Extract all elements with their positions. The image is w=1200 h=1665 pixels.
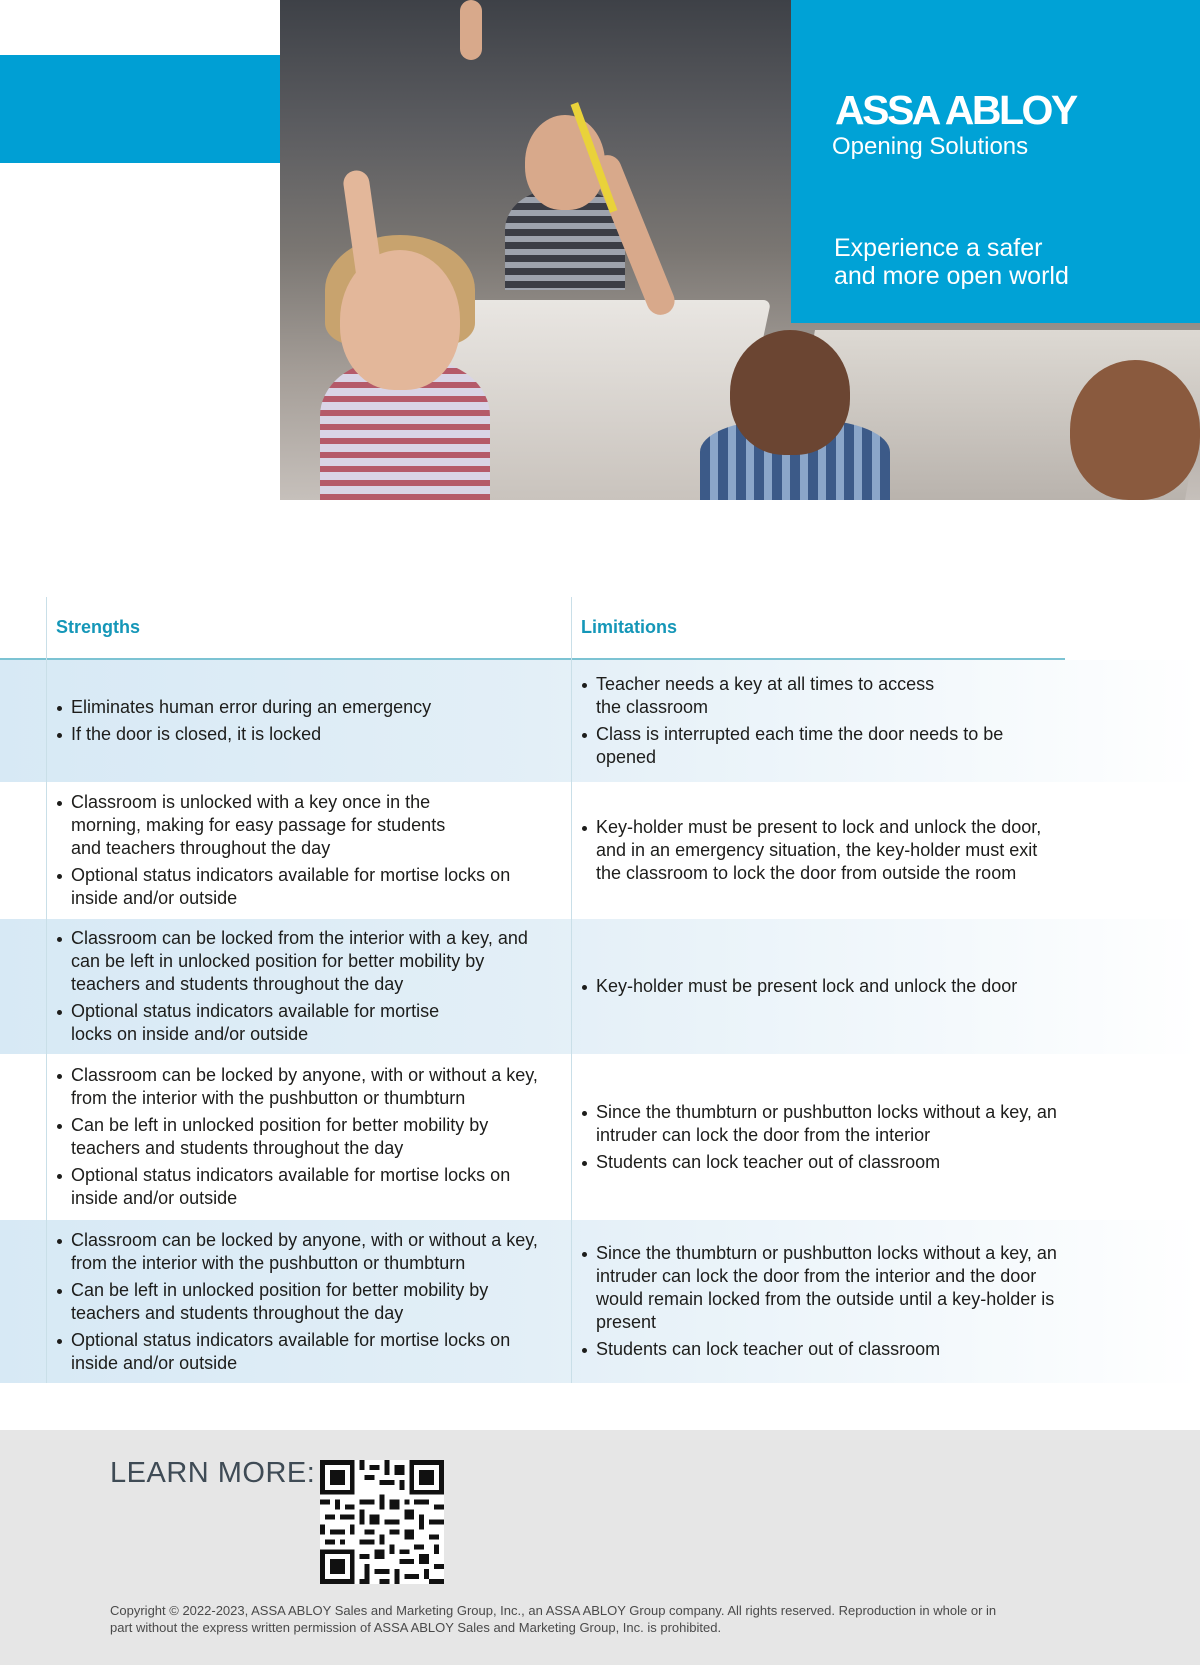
limitations-cell — [581, 660, 1021, 782]
table-row — [0, 782, 1200, 919]
table-row — [0, 919, 1200, 1054]
limitations-cell — [581, 1054, 1071, 1220]
strengths-cell — [56, 660, 556, 782]
list-item: Students can lock teacher out of classroom — [581, 1338, 1066, 1361]
table-row — [0, 1054, 1200, 1220]
list-item: Since the thumbturn or pushbutton locks without a key, an intruder can lock the door from the interior and the door would remain locked from the outside until a key-holder is present — [581, 1242, 1066, 1334]
list-item: Classroom can be locked by anyone, with or without a key, from the interior with the pushbutton or thumbturn — [56, 1064, 556, 1110]
brand-logo: ASSA ABLOY — [835, 87, 1076, 133]
strengths-cell — [56, 1220, 556, 1383]
list-item: Classroom can be locked by anyone, with or without a key, from the interior with the pushbutton or thumbturn — [56, 1229, 556, 1275]
list-item: Since the thumbturn or pushbutton locks without a key, an intruder can lock the door from the interior — [581, 1101, 1066, 1147]
list-item: Key-holder must be present lock and unlock the door — [581, 975, 1017, 998]
limitations-cell — [581, 1220, 1071, 1383]
qr-code[interactable] — [320, 1460, 444, 1584]
table-header — [0, 597, 1065, 660]
strengths-cell — [56, 1054, 556, 1220]
list-item: Optional status indicators available for mortise locks on inside and/or outside — [56, 1329, 541, 1375]
header-strengths: Strengths — [56, 617, 141, 637]
list-item: Students can lock teacher out of classroom — [581, 1151, 1066, 1174]
list-item: Optional status indicators available for mortise locks on inside and/or outside — [56, 1164, 541, 1210]
list-item: Key-holder must be present to lock and unlock the door, and in an emergency situation, the key-holder must exit the classroom to lock the door from outside the room — [581, 816, 1066, 885]
learn-more-label: LEARN MORE: — [110, 1457, 316, 1489]
table-row — [0, 1220, 1200, 1383]
list-item: Can be left in unlocked position for better mobility by teachers and students throughout the day — [56, 1114, 501, 1160]
list-item: Classroom can be locked from the interior with a key, and can be left in unlocked position for better mobility by teachers and students throughout the day — [56, 927, 556, 996]
list-item: Eliminates human error during an emergency — [56, 696, 431, 719]
list-item: Optional status indicators available for mortise locks on inside and/or outside — [56, 864, 541, 910]
footer — [0, 1430, 1200, 1665]
strengths-cell — [56, 782, 556, 919]
strengths-cell — [56, 919, 556, 1054]
column-divider — [571, 597, 572, 1383]
tagline: Experience a safer and more open world — [834, 234, 1069, 290]
list-item: Class is interrupted each time the door needs to be opened — [581, 723, 1021, 769]
list-item: Optional status indicators available for mortise locks on inside and/or outside — [56, 1000, 471, 1046]
header-limitations: Limitations — [581, 617, 678, 637]
accent-bar — [0, 55, 280, 163]
list-item: Can be left in unlocked position for better mobility by teachers and students throughout the day — [56, 1279, 541, 1325]
list-item: If the door is closed, it is locked — [56, 723, 431, 746]
brand-panel — [791, 0, 1200, 323]
limitations-cell — [581, 919, 1071, 1054]
list-item: Teacher needs a key at all times to access the classroom — [581, 673, 936, 719]
brand-subtitle: Opening Solutions — [832, 133, 1029, 160]
column-divider — [46, 597, 47, 1383]
copyright-text: Copyright © 2022-2023, ASSA ABLOY Sales and Marketing Group, Inc., an ASSA ABLOY Group company. All rights reserved. Reproduction in whole or in part without the express written permission of ASSA ABLOY Sales and Marketing Group, Inc. is prohibited. — [110, 1603, 997, 1635]
list-item: Classroom is unlocked with a key once in the morning, making for easy passage for students and teachers throughout the day — [56, 791, 451, 860]
limitations-cell — [581, 782, 1071, 919]
table-row — [0, 660, 1200, 782]
